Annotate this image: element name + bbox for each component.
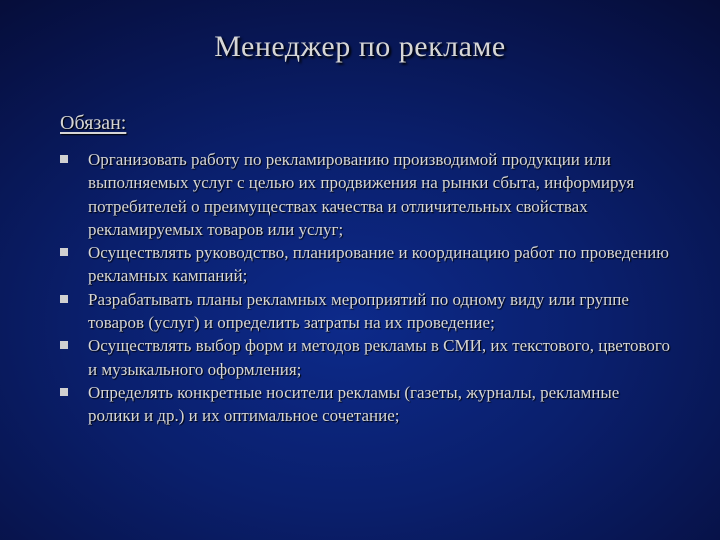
slide-title: Менеджер по рекламе	[214, 30, 506, 63]
list-item-text: Разрабатывать планы рекламных мероприятий по одному виду или группе товаров (услуг) и определить затраты на их проведение;	[88, 289, 629, 333]
bullet-list	[60, 148, 670, 428]
list-item	[60, 334, 670, 381]
list-item	[60, 381, 670, 428]
list-item-text: Организовать работу по рекламированию производимой продукции или выполняемых услуг с целью их продвижения на рынки сбыта, информируя потребителей о преимуществах качества и отличительных свойствах рекламируемых товаров или услуг;	[88, 150, 635, 239]
list-item	[60, 241, 670, 288]
list-item-text: Определять конкретные носители рекламы (газеты, журналы, рекламные ролики и др.) и их оптимальное сочетание;	[88, 382, 620, 426]
square-bullet-icon	[60, 388, 68, 396]
square-bullet-icon	[60, 155, 68, 163]
square-bullet-icon	[60, 295, 68, 303]
square-bullet-icon	[60, 341, 68, 349]
list-item-text: Осуществлять выбор форм и методов рекламы в СМИ, их текстового, цветового и музыкального оформления;	[88, 336, 670, 379]
list-item	[60, 148, 670, 241]
section-heading: Обязан:	[60, 112, 127, 134]
square-bullet-icon	[60, 248, 68, 256]
list-item	[60, 288, 670, 335]
list-item-text: Осуществлять руководство, планирование и координацию работ по проведению рекламных кампаний;	[88, 243, 669, 286]
